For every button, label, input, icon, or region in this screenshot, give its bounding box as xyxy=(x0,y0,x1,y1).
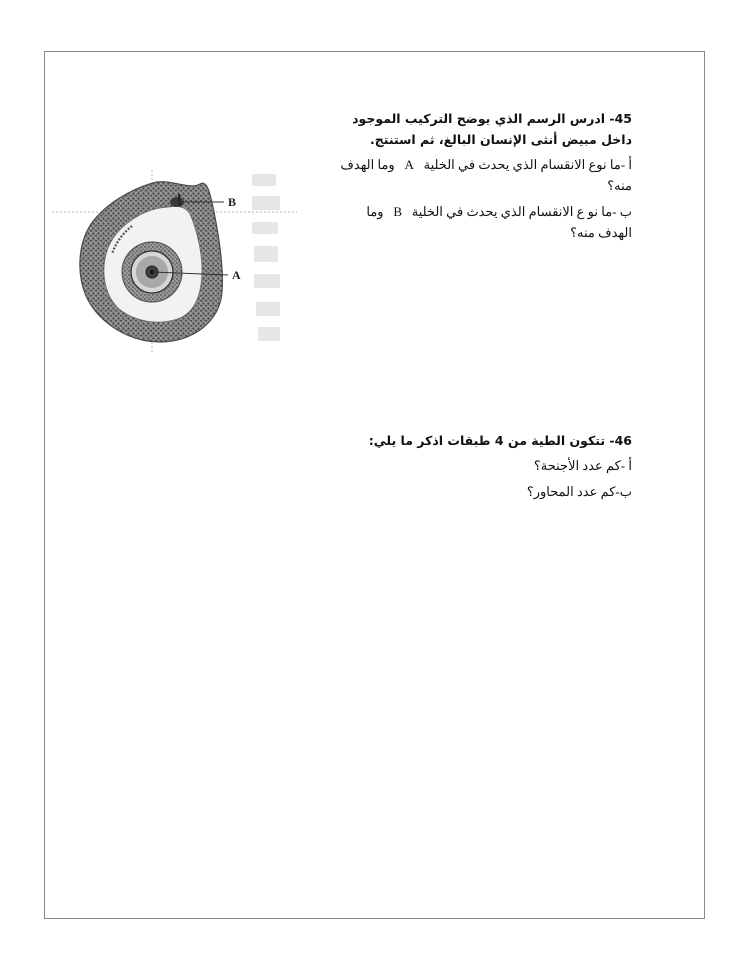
label-b: B xyxy=(228,195,237,209)
background-fade xyxy=(252,174,280,341)
part-b-letter: B xyxy=(393,204,402,219)
question-46-part-b: ب-كم عدد المحاور؟ xyxy=(526,484,632,499)
question-46 xyxy=(330,430,632,507)
part-b-text-2: وما الهدف منه؟ xyxy=(366,204,632,240)
part-a-letter: A xyxy=(404,157,414,172)
question-45 xyxy=(330,108,632,248)
question-45-part-b xyxy=(330,201,632,243)
label-a: A xyxy=(232,268,241,282)
question-46-title: 46- تتكون الطية من 4 طبقات اذكر ما يلي: xyxy=(368,433,632,448)
part-a-text-1: أ -ما نوع الانقسام الذي يحدث في الخلية xyxy=(423,157,632,172)
part-b-text-1: ب -ما نو ع الانقسام الذي يحدث في الخلية xyxy=(411,204,632,219)
question-46-part-a: أ -كم عدد الأجنحة؟ xyxy=(533,458,632,473)
question-45-title: 45- ادرس الرسم الذي يوضح التركيب الموجود داخل مبيض أنثى الإنسان البالغ، ثم استنتج. xyxy=(352,111,632,147)
part-a-text-2: وما الهدف منه؟ xyxy=(340,157,632,193)
question-45-part-a xyxy=(330,154,632,196)
ovarian-follicle-figure xyxy=(52,162,297,357)
